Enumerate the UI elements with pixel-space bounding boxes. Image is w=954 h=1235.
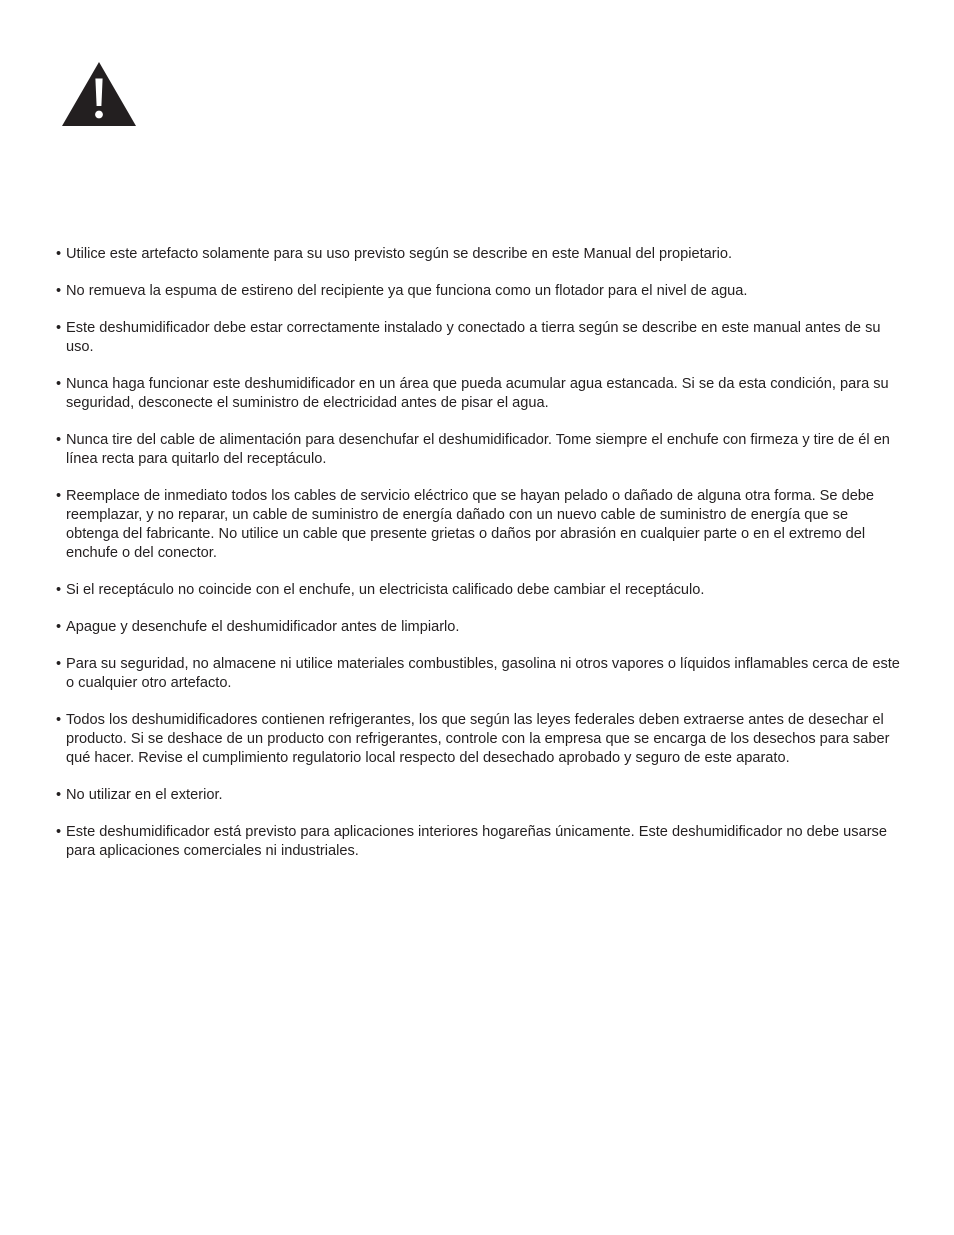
bullet: • — [56, 283, 62, 300]
list-item — [56, 282, 901, 301]
list-item-text: Utilice este artefacto solamente para su uso previsto según se describe en este Manual del propietario. — [66, 246, 733, 262]
list-item-text: Apague y desenchufe el deshumidificador antes de limpiarlo. — [66, 619, 460, 636]
list-item — [56, 618, 901, 637]
list-item-text: No utilizar en el exterior. — [66, 787, 223, 804]
list-item — [56, 581, 901, 600]
list-item — [56, 319, 901, 357]
list-item-text: Si el receptáculo no coincide con el enchufe, un electricista calificado debe cambiar el receptáculo. — [66, 581, 705, 598]
bullet: • — [56, 246, 62, 262]
list-item — [56, 375, 901, 413]
bullet: • — [56, 656, 62, 673]
bullet: • — [56, 488, 62, 505]
list-item — [56, 655, 901, 693]
list-item — [56, 431, 901, 469]
bullet: • — [56, 619, 62, 636]
list-item-text: Reemplace de inmediato todos los cables de servicio eléctrico que se hayan pelado o dañado de alguna otra forma. Se debe reemplazar, y no reparar, un cable de suministro de energía dañado con un nuevo cable de suministro de energía que se obtenga del fabricante. No utilice un cable que presente grietas o daños por abrasión en cualquier parte o en el extremo del enchufe o del conector. — [66, 488, 875, 561]
list-item — [56, 711, 901, 767]
bullet: • — [56, 376, 62, 393]
list-item-text: No remueva la espuma de estireno del recipiente ya que funciona como un flotador para el nivel de agua. — [66, 283, 748, 300]
warning-triangle-icon — [62, 62, 136, 126]
list-item — [56, 786, 901, 805]
list-item-text: Nunca haga funcionar este deshumidificador en un área que pueda acumular agua estancada. Si se da esta condición, para su seguridad, desconecte el suministro de electricidad antes de pisar el agua. — [66, 376, 889, 412]
list-item-text: Nunca tire del cable de alimentación para desenchufar el deshumidificador. Tome siempre el enchufe con firmeza y tire de él en línea recta para quitarlo del receptáculo. — [66, 432, 890, 468]
list-item — [56, 487, 901, 562]
safety-instructions-list — [56, 245, 901, 879]
list-item — [56, 823, 901, 861]
list-item-text: Para su seguridad, no almacene ni utilice materiales combustibles, gasolina ni otros vapores o líquidos inflamables cerca de este o cualquier otro artefacto. — [66, 656, 900, 692]
bullet: • — [56, 787, 62, 804]
list-item-text: Este deshumidificador debe estar correctamente instalado y conectado a tierra según se describe en este manual antes de su uso. — [66, 320, 881, 356]
bullet: • — [56, 320, 62, 337]
bullet: • — [56, 824, 62, 841]
bullet: • — [56, 581, 62, 598]
bullet: • — [56, 432, 62, 449]
list-item — [56, 245, 901, 264]
bullet: • — [56, 712, 62, 729]
list-item-text: Este deshumidificador está previsto para aplicaciones interiores hogareñas únicamente. Este deshumidificador no debe usarse para aplicaciones comerciales ni industriales. — [66, 824, 887, 860]
list-item-text: Todos los deshumidificadores contienen refrigerantes, los que según las leyes federales deben extraerse antes de desechar el producto. Si se deshace de un producto con refrigerantes, controle con la empresa que se encarga de los desechos para saber qué hacer. Revise el cumplimiento regulatorio local respecto del desechado aprobado y seguro de este aparato. — [66, 712, 890, 766]
